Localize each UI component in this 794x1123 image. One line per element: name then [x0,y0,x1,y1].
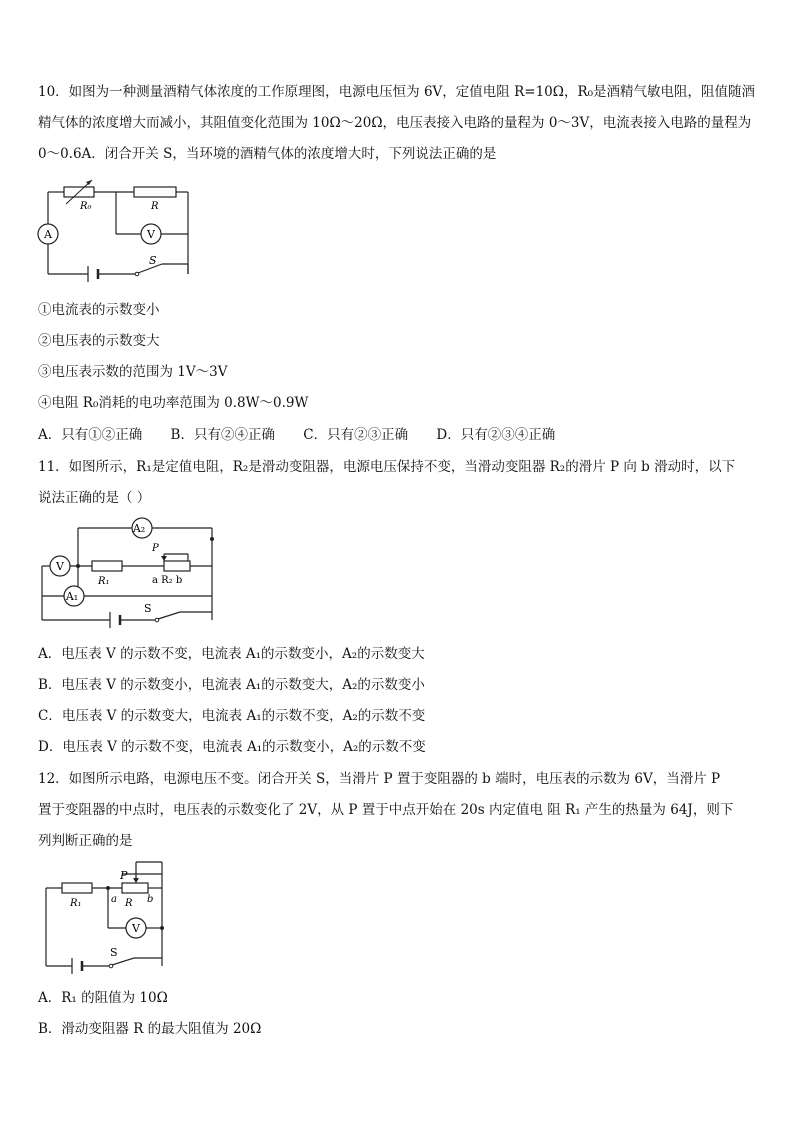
q10-option-b[interactable]: B．只有②④正确 [170,427,275,443]
svg-text:b: b [147,894,154,905]
q11-r1-resistor [92,561,122,587]
q10-circuit-diagram [36,178,196,290]
q11-a2-ammeter [132,518,152,538]
q11-circuit-diagram [38,514,222,634]
q10-options [38,425,579,445]
q10-ammeter [38,224,58,244]
q12-circuit-diagram [38,858,172,978]
svg-text:P: P [152,543,159,554]
q10-statement-1: ①电流表的示数变小 [38,302,160,318]
q10-switch [135,254,162,276]
svg-text:A₂: A₂ [132,522,146,535]
q12-option-b[interactable]: B．滑动变阻器 R 的最大阻值为 20Ω [38,1021,262,1037]
q12-battery [72,958,82,974]
svg-text:S: S [149,254,157,267]
svg-text:P: P [120,869,128,882]
q12-voltmeter [126,918,146,938]
q11-text-line-1: 11．如图所示，R₁是定值电阻，R₂是滑动变阻器，电源电压保持不变，当滑动变阻器 R₂的滑片 P 向 b 滑动时，以下 [38,459,736,475]
svg-text:R₁: R₁ [98,576,110,587]
q12-text-line-2: 置于变阻器的中点时，电压表的示数变化了 2V，从 P 置于中点开始在 20s 内定值电 阻 R₁ 产生的热量为 64J，则下 [38,802,734,818]
q10-battery [88,266,98,282]
q10-r-label: R [151,201,159,212]
q11-option-a[interactable]: A．电压表 V 的示数不变，电流表 A₁的示数变小，A₂的示数变大 [38,646,425,662]
q12-option-a[interactable]: A．R₁ 的阻值为 10Ω [38,990,168,1006]
q10-voltmeter [141,224,161,244]
svg-text:V: V [132,922,140,935]
svg-text:S: S [110,946,118,959]
q10-statement-2: ②电压表的示数变大 [38,333,160,349]
q10-text-line-2: 精气体的浓度增大而减小，其阻值变化范围为 10Ω～20Ω，电压表接入电路的量程为 0～3V，电流表接入电路的量程为 [38,115,752,131]
q10-statement-3: ③电压表示数的范围为 1V～3V [38,364,228,380]
q10-r0-label: R₀ [80,201,92,212]
q11-switch [144,602,180,622]
q11-a1-ammeter [64,586,84,606]
svg-text:a R₂ b: a R₂ b [152,575,183,586]
svg-text:S: S [144,602,152,615]
q10-option-c[interactable]: C．只有②③正确 [303,427,409,443]
q10-option-d[interactable]: D．只有②③④正确 [436,427,556,443]
svg-text:R₁: R₁ [70,898,82,909]
svg-text:V: V [56,560,64,573]
q12-r1-resistor [62,883,92,909]
q11-r2-rheostat [151,543,190,586]
q11-option-d[interactable]: D．电压表 V 的示数不变，电流表 A₁的示数变小，A₂的示数不变 [38,739,426,755]
q10-option-a[interactable]: A．只有①②正确 [38,427,143,443]
q12-switch [109,946,134,968]
q10-text-line-3: 0～0.6A．闭合开关 S，当环境的酒精气体的浓度增大时，下列说法正确的是 [38,146,497,162]
q10-statement-4: ④电阻 R₀消耗的电功率范围为 0.8W～0.9W [38,395,309,411]
svg-text:a: a [111,894,117,905]
q11-battery [110,612,120,628]
q11-voltmeter [50,556,70,576]
q11-option-c[interactable]: C．电压表 V 的示数变大，电流表 A₁的示数不变，A₂的示数不变 [38,708,426,724]
svg-text:R: R [125,898,133,909]
q11-text-line-2: 说法正确的是（ ） [38,490,151,506]
q10-text-line-1: 10．如图为一种测量酒精气体浓度的工作原理图，电源电压恒为 6V，定值电阻 R=10Ω，R₀是酒精气敏电阻，阻值随酒 [38,84,756,100]
q12-rheostat [111,869,153,909]
svg-text:A: A [44,228,52,241]
svg-text:A₁: A₁ [65,590,79,603]
q10-r-resistor [134,187,176,197]
q12-text-line-1: 12．如图所示电路，电源电压不变。闭合开关 S，当滑片 P 置于变阻器的 b 端时，电压表的示数为 6V，当滑片 P [38,771,721,787]
q11-option-b[interactable]: B．电压表 V 的示数变小，电流表 A₁的示数变大，A₂的示数变小 [38,677,425,693]
svg-text:V: V [147,228,155,241]
q12-text-line-3: 列判断正确的是 [38,833,133,849]
